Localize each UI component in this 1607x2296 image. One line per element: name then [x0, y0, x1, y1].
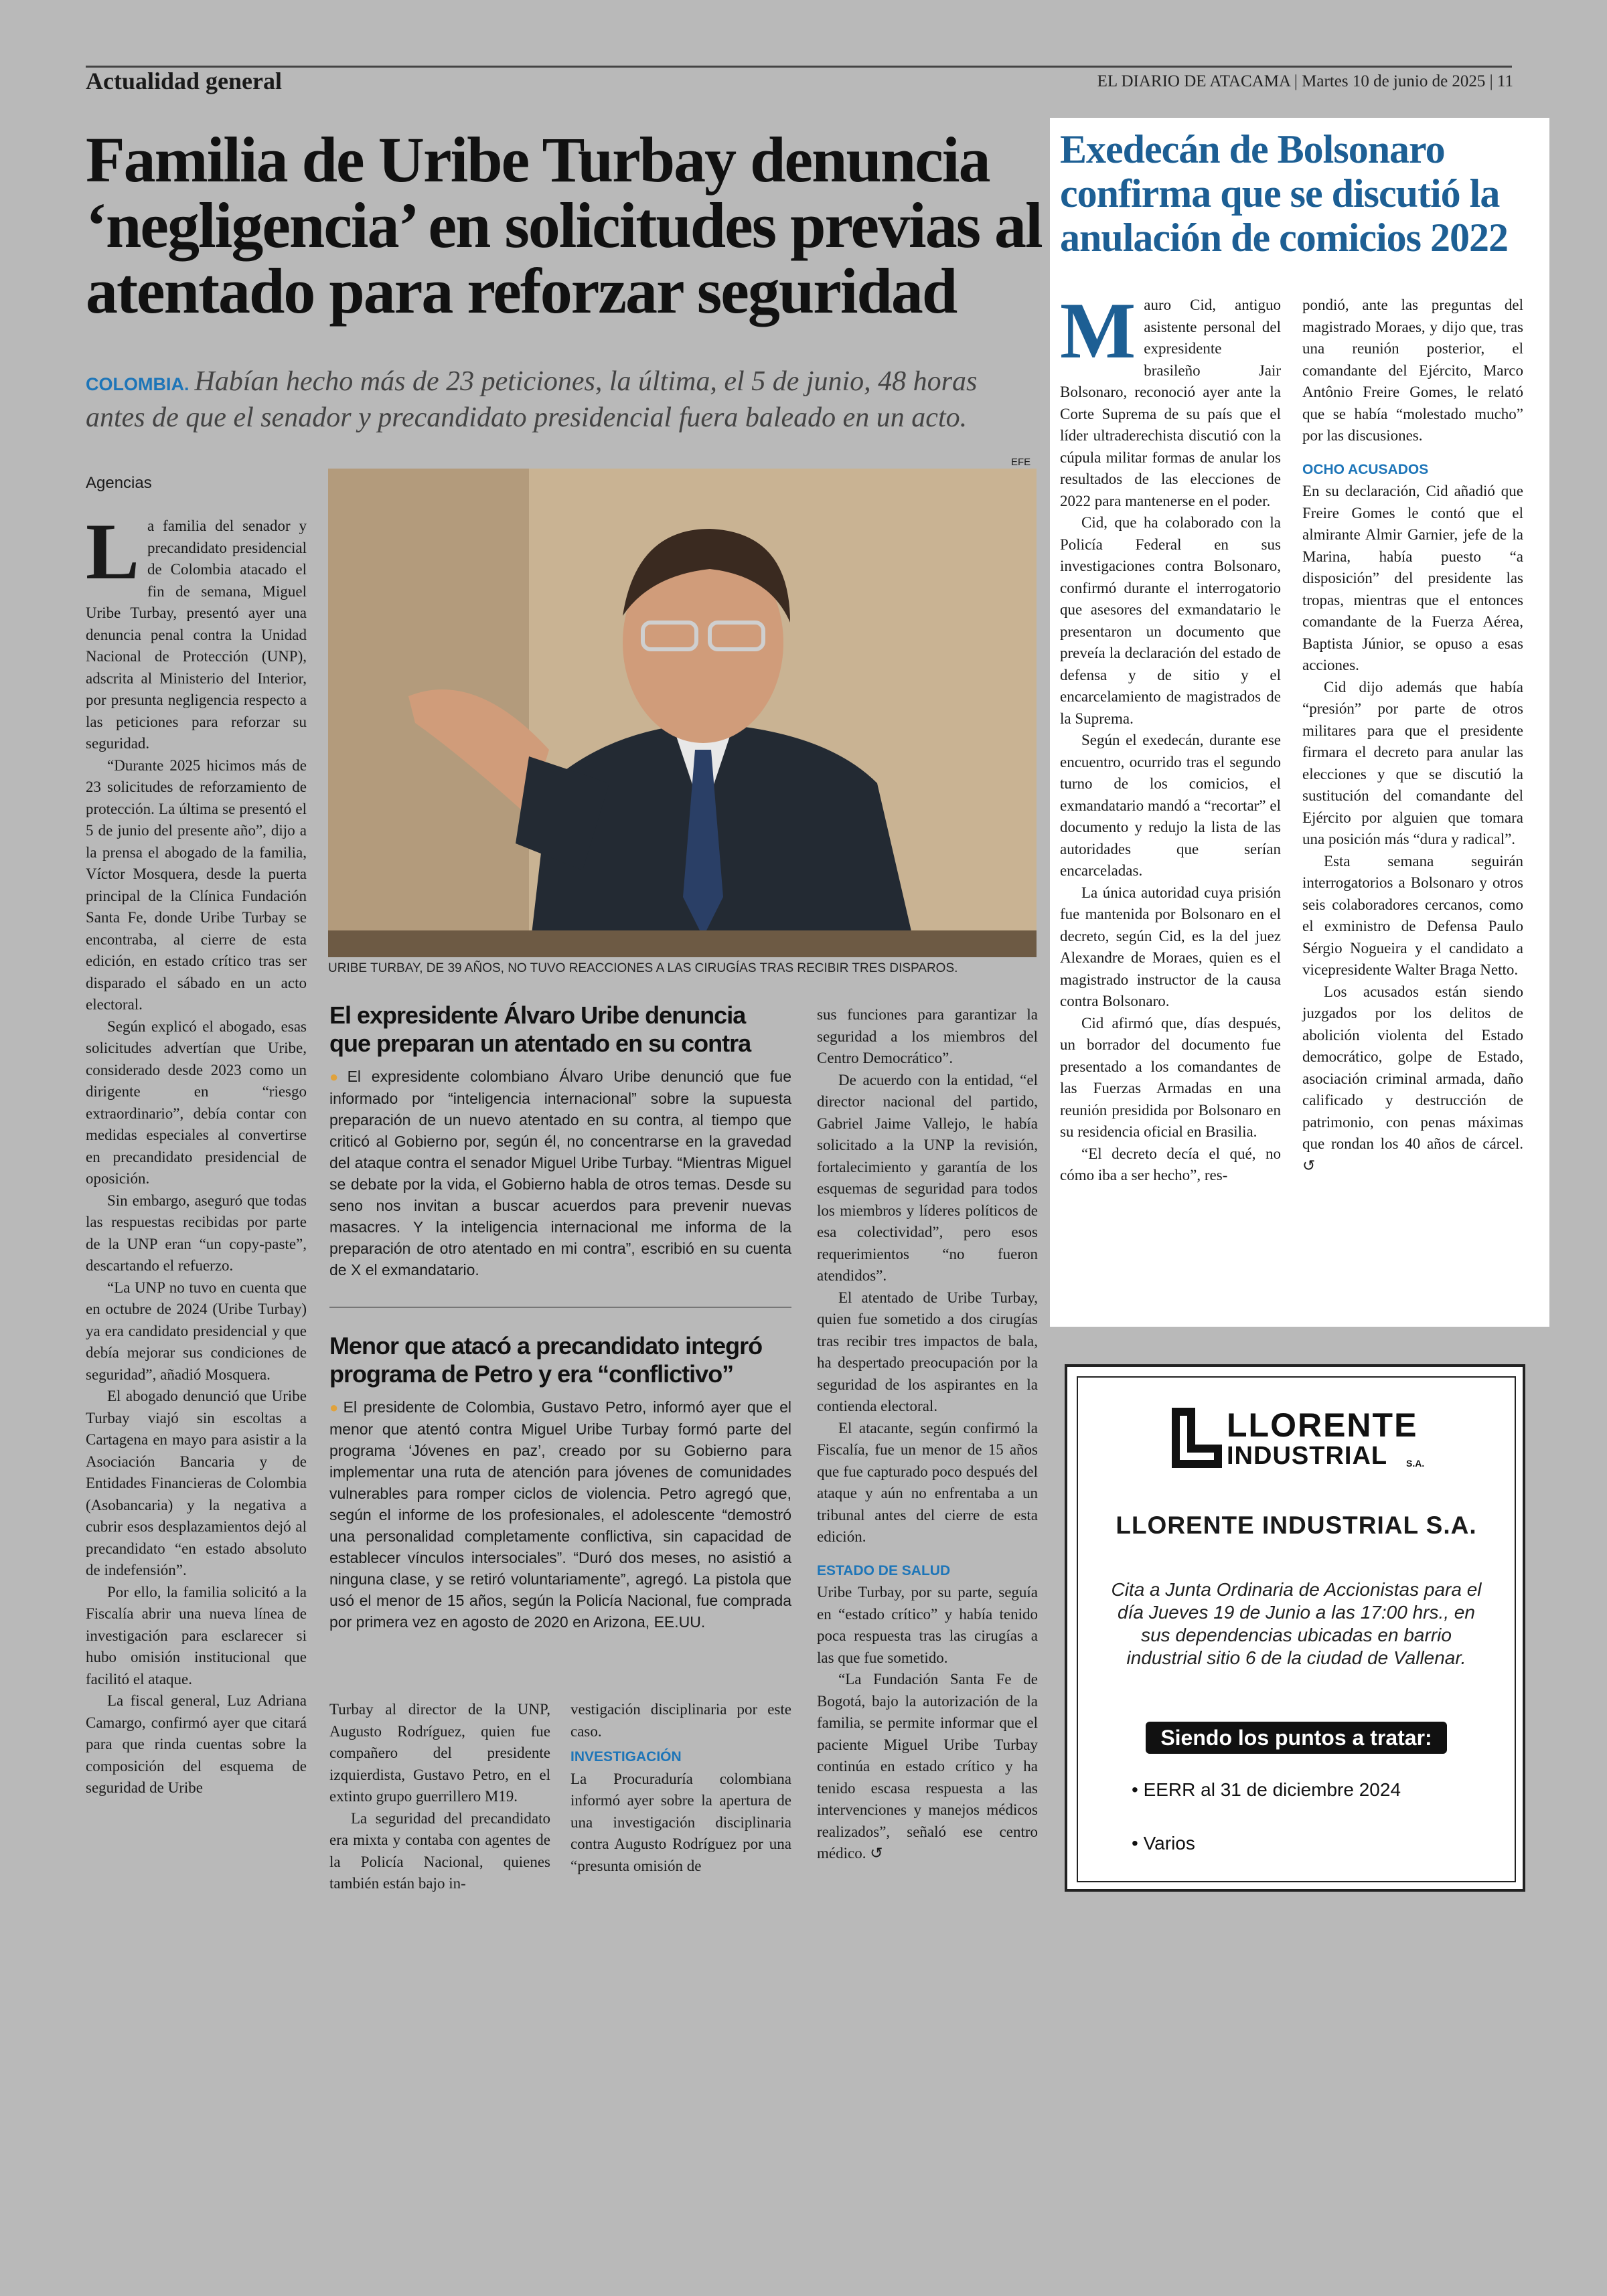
right-col1-paragraph: Cid afirmó que, días después, un borrador del documento fue presentado a los comandantes de las Fuerzas Armadas en una reunión presidida por Bolsonaro en su residencia oficial en Brasilia. [1060, 1014, 1281, 1140]
photo-illustration [328, 469, 1037, 957]
col1-paragraph: “Durante 2025 hicimos más de 23 solicitudes de reforzamiento de protección. La última se presentó el 5 de junio del presente año”, dijo a la prensa el abogado de la familia, Víctor Mosquera, desde la puerta principal de la Clínica Fundación Santa Fe, donde Uribe Turbay se encontraba, al cierre de esta edición, en estado crítico tras ser disparado el sábado en un acto electoral. [86, 756, 307, 1013]
dropcap: L [86, 507, 140, 596]
col3-paragraph: Uribe Turbay, por su parte, seguía en “estado crítico” y había tenido poca respuesta tras las cirugías a las que fue sometido. [817, 1584, 1038, 1666]
col1-paragraph: El abogado denunció que Uribe Turbay viajó sin escoltas a Cartagena en mayo para asistir a la Asociación Bancaria y de Entidades Financieras de Colombia (Asobancaria) y la negativa a cubrir esos desplazamientos dejó al precandidato “en estado absoluto de indefensión”. [86, 1388, 307, 1578]
right-col1-paragraph: La única autoridad cuya prisión fue mantenida por Bolsonaro en el decreto, según Cid, es la del juez Alexandre de Moraes, quien es el magistrado instructor de la causa contra Bolsonaro. [1060, 884, 1281, 1009]
ad-body: Cita a Junta Ordinaria de Accionistas para el día Jueves 19 de Junio a las 17:00 hrs., en sus dependencias ubicadas en barrio industrial sitio 6 de la ciudad de Vallenar. [1111, 1579, 1482, 1668]
right-col2-paragraph: Cid dijo además que había “presión” por parte de otros militares para que el presidente firmara el decreto para anular las elecciones y que se discutió la sustitución del comandante del Ejército por alguien que tomara una posición más “dura y radical”. [1302, 678, 1523, 847]
page-folio: EL DIARIO DE ATACAMA | Martes 10 de junio de 2025 | 11 [1097, 72, 1513, 90]
main-deck [86, 365, 1010, 434]
right-dropcap: M [1060, 286, 1136, 375]
main-column-1 [86, 507, 307, 1799]
col2b-kicker: INVESTIGACIÓN [570, 1749, 682, 1765]
ad-title: LLORENTE INDUSTRIAL S.A. [1116, 1511, 1477, 1539]
col3-paragraph: De acuerdo con la entidad, “el director nacional del partido, Gabriel Jaime Vallejo, le había solicitado a la UNP la revisión, fortalecimiento y garantía de los esquemas de seguridad para todos los miembros y líderes políticos de esa colectividad”, pero esos requerimientos “no fueron atendidos”. [817, 1071, 1038, 1284]
photo-credit: EFE [1011, 457, 1031, 468]
deck-text: Habían hecho más de 23 peticiones, la última, el 5 de junio, 48 horas antes de que el senador y precandidato presidencial fuera baleado en un acto. [86, 366, 978, 433]
logo-suffix: S.A. [1406, 1458, 1425, 1469]
advertisement [1065, 1364, 1525, 1892]
col2b-paragraph: vestigación disciplinaria por este caso. [570, 1701, 791, 1740]
ad-bar: Siendo los puntos a tratar: [1146, 1722, 1446, 1754]
col1-paragraph: La fiscal general, Luz Adriana Camargo, confirmó ayer que citará para que rinda cuentas sobre la composición del esquema de seguridad de Uribe [86, 1692, 307, 1796]
section-label: Actualidad general [86, 68, 282, 94]
right-col2-paragraph: Esta semana seguirán interrogatorios a Bolsonaro y otros seis colaboradores cercanos, como el exministro de Defensa Paulo Sérgio Nogueira y el candidato a vicepresidente Walter Braga Netto. [1302, 852, 1523, 978]
box-divider [329, 1307, 791, 1308]
logo-line1: LLORENTE [1227, 1406, 1418, 1444]
right-col1-paragraph: “El decreto decía el qué, no cómo iba a ser hecho”, res- [1060, 1145, 1281, 1183]
logo-line2: INDUSTRIAL [1227, 1442, 1388, 1470]
box-uribe-title: El expresidente Álvaro Uribe denuncia que preparan un atentado en su contra [329, 1001, 751, 1057]
col1-paragraph: Sin embargo, aseguró que todas las respuestas recibidas por parte de la UNP eran “un copy-paste”, descartando el refuerzo. [86, 1192, 307, 1274]
col3-paragraph: sus funciones para garantizar la seguridad a los miembros del Centro Democrático”. [817, 1006, 1038, 1066]
box-petro-text: El presidente de Colombia, Gustavo Petro, informó ayer que el menor que atentó contra Miguel Uribe Turbay formó parte del programa ‘Jóvenes en paz’, creado por su Gobierno para implementar una ruta de atención para jóvenes de comunidades vulnerables para romper ciclos de violencia. Petro agregó que, según el informe de los profesionales, el adolescente “demostró una personalidad completamente conflictiva, sin capacidad de establecer vínculos intersociales”. “Duró dos meses, no asistió a ninguna clase, y se retiró voluntariamente”, agregó. La pistola que usó el menor de 15 años, según la Policía Nacional, fue comprada por primera vez en agosto de 2020 en Arizona, EE.UU. [329, 1398, 791, 1631]
box-uribe-text-wrap [329, 1066, 791, 1281]
col1-paragraph: Según explicó el abogado, esas solicitudes advertían que Uribe, considerado desde 2023 como un dirigente en “riesgo extraordinario”, debía contar con medidas especiales al convertirse en precandidato presidencial de oposición. [86, 1017, 307, 1187]
right-headline: Exedecán de Bolsonaro confirma que se discutió la anulación de comicios 2022 [1060, 127, 1509, 260]
right-column-2 [1302, 295, 1523, 1177]
photo-caption: URIBE TURBAY, DE 39 AÑOS, NO TUVO REACCIONES A LAS CIRUGÍAS TRAS RECIBIR TRES DISPAROS. [328, 961, 958, 975]
right-col2-paragraph: Los acusados están siendo juzgados por los delitos de abolición violenta del Estado democrático, golpe de Estado, asociación criminal armada, daño calificado y destrucción de patrimonio, con penas máximas que rondan los 40 años de cárcel. ↺ [1302, 983, 1523, 1174]
col3-paragraph: El atacante, según confirmó la Fiscalía, fue un menor de 15 años que fue capturado poco después del ataque y aún no enfrentaba a un tribunal antes del cierre de esta edición. [817, 1419, 1038, 1545]
col3-paragraph: El atentado de Uribe Turbay, quien fue sometido a dos cirugías tras recibir tres impactos de bala, ha despertado preocupación por la seguridad de los aspirantes en la contienda electoral. [817, 1289, 1038, 1414]
right-col1-paragraph: Cid, que ha colaborado con la Policía Federal en sus investigaciones contra Bolsonaro, confirmó durante el interrogatorio que asesores del exmandatario le presentaron un documento que preveía la declaración del estado de defensa y de sitio y el encarcelamiento de magistrados de la Suprema. [1060, 514, 1281, 727]
box-uribe [329, 1001, 791, 1281]
col3-paragraph: “La Fundación Santa Fe de Bogotá, bajo la autorización de la familia, se permite informar que el paciente Miguel Uribe Turbay continúa en estado crítico y ha tenido escasa respuesta a las intervenciones y manejos médicos realizados”, señaló ese centro médico. ↺ [817, 1671, 1038, 1862]
col3-kicker: ESTADO DE SALUD [817, 1562, 951, 1578]
main-column-2b [570, 1699, 791, 1877]
advertisement-inner-border [1077, 1376, 1516, 1882]
right-col2-paragraph: En su declaración, Cid añadió que Freire Gomes le contó que el almirante Almir Garnier, jefe de la Marina, había puesto “a disposición” del presidente las tropas, mientras que el entonces comandante de la Fuerza Aérea, Baptista Júnior, se opuso a esas acciones. [1302, 483, 1523, 673]
right-col1-paragraph: Según el exedecán, durante ese encuentro, ocurrido tras el segundo turno de los comicios, el exmandatario mandó a “recortar” el documento y redujo la lista de las autoridades que serían encarceladas. [1060, 732, 1281, 879]
right-col2-kicker: OCHO ACUSADOS [1302, 461, 1429, 477]
col2a-paragraph: La seguridad del precandidato era mixta y contaba con agentes de la Policía Nacional, quienes también están bajo in- [329, 1809, 550, 1892]
box-petro-text-wrap [329, 1396, 791, 1633]
box-petro-title: Menor que atacó a precandidato integró programa de Petro y era “conflictivo” [329, 1332, 763, 1388]
right-column-1 [1060, 286, 1281, 1187]
col2b-paragraph: La Procuraduría colombiana informó ayer sobre la apertura de una investigación disciplinaria contra Augusto Rodríguez por una “presunta omisión de [570, 1770, 791, 1874]
llorente-logo [1165, 1404, 1433, 1478]
box-petro [329, 1332, 791, 1633]
byline: Agencias [86, 474, 152, 492]
deck-kicker: COLOMBIA. [86, 374, 189, 394]
ad-item: • Varios [1132, 1833, 1195, 1854]
col2a-paragraph: Turbay al director de la UNP, Augusto Rodríguez, quien fue compañero del presidente izquierdista, Gustavo Petro, en el extinto grupo guerrillero M19. [329, 1701, 550, 1805]
main-column-3 [817, 1004, 1038, 1865]
col1-paragraph: “La UNP no tuvo en cuenta que en octubre de 2024 (Uribe Turbay) ya era candidato presidencial y que debía mejorar sus condiciones de seguridad”, añadió Mosquera. [86, 1279, 307, 1383]
ad-bar-wrap [1078, 1726, 1515, 1750]
right-col2-paragraph: pondió, ante las preguntas del magistrado Moraes, y dijo que, tras una reunión posterior, el comandante del Ejército, Marco Antônio Freire Gomes, le relató que se había “molestado mucho” por las discusiones. [1302, 297, 1523, 444]
bullet-dot: ● [329, 1068, 345, 1085]
main-headline: Familia de Uribe Turbay denuncia ‘negligencia’ en solicitudes previas al atentado para reforzar seguridad [86, 124, 1042, 327]
col1-paragraph: Por ello, la familia solicitó a la Fiscalía abrir una nueva línea de investigación para esclarecer si hubo omisión institucional que facilitó el ataque. [86, 1583, 307, 1688]
main-column-2a [329, 1699, 550, 1895]
ad-item: • EERR al 31 de diciembre 2024 [1132, 1779, 1401, 1800]
main-photo [328, 469, 1037, 957]
right-col1-paragraph-1: Mauro Cid, antiguo asistente personal del expresidente brasileño Jair Bolsonaro, reconoció ayer ante la Corte Suprema de su país que el líder ultraderechista discutió con la cúpula militar formas de anular los resultados de las elecciones de 2022 para mantenerse en el poder. [1060, 286, 1281, 509]
bullet-dot: ● [329, 1399, 341, 1416]
header-rule [86, 66, 1512, 68]
col1-paragraph-1: La familia del senador y precandidato presidencial de Colombia atacado el fin de semana, Miguel Uribe Turbay, presentó ayer una denuncia penal contra la Unidad Nacional de Protección (UNP), adscrita al Ministerio del Interior, por presunta negligencia respecto a las peticiones para reforzar su seguridad. [86, 507, 307, 752]
box-uribe-text: El expresidente colombiano Álvaro Uribe denunció que fue informado por “inteligencia internacional” sobre la supuesta preparación de un nuevo atentado en su contra, al tiempo que criticó al Gobierno por, según él, no concentrarse en la gravedad del ataque contra el senador Miguel Uribe Turbay. “Mientras Miguel se debate por la vida, el Gobierno habla de otros temas. Desde su seno nos invitan a buscar acuerdos para prevenir nuevas masacres. Y la inteligencia internacional me informa de la preparación de otro atentado en mi contra”, escribió en su cuenta de X el exmandatario. [329, 1068, 792, 1279]
logo-l-icon [1165, 1404, 1225, 1471]
